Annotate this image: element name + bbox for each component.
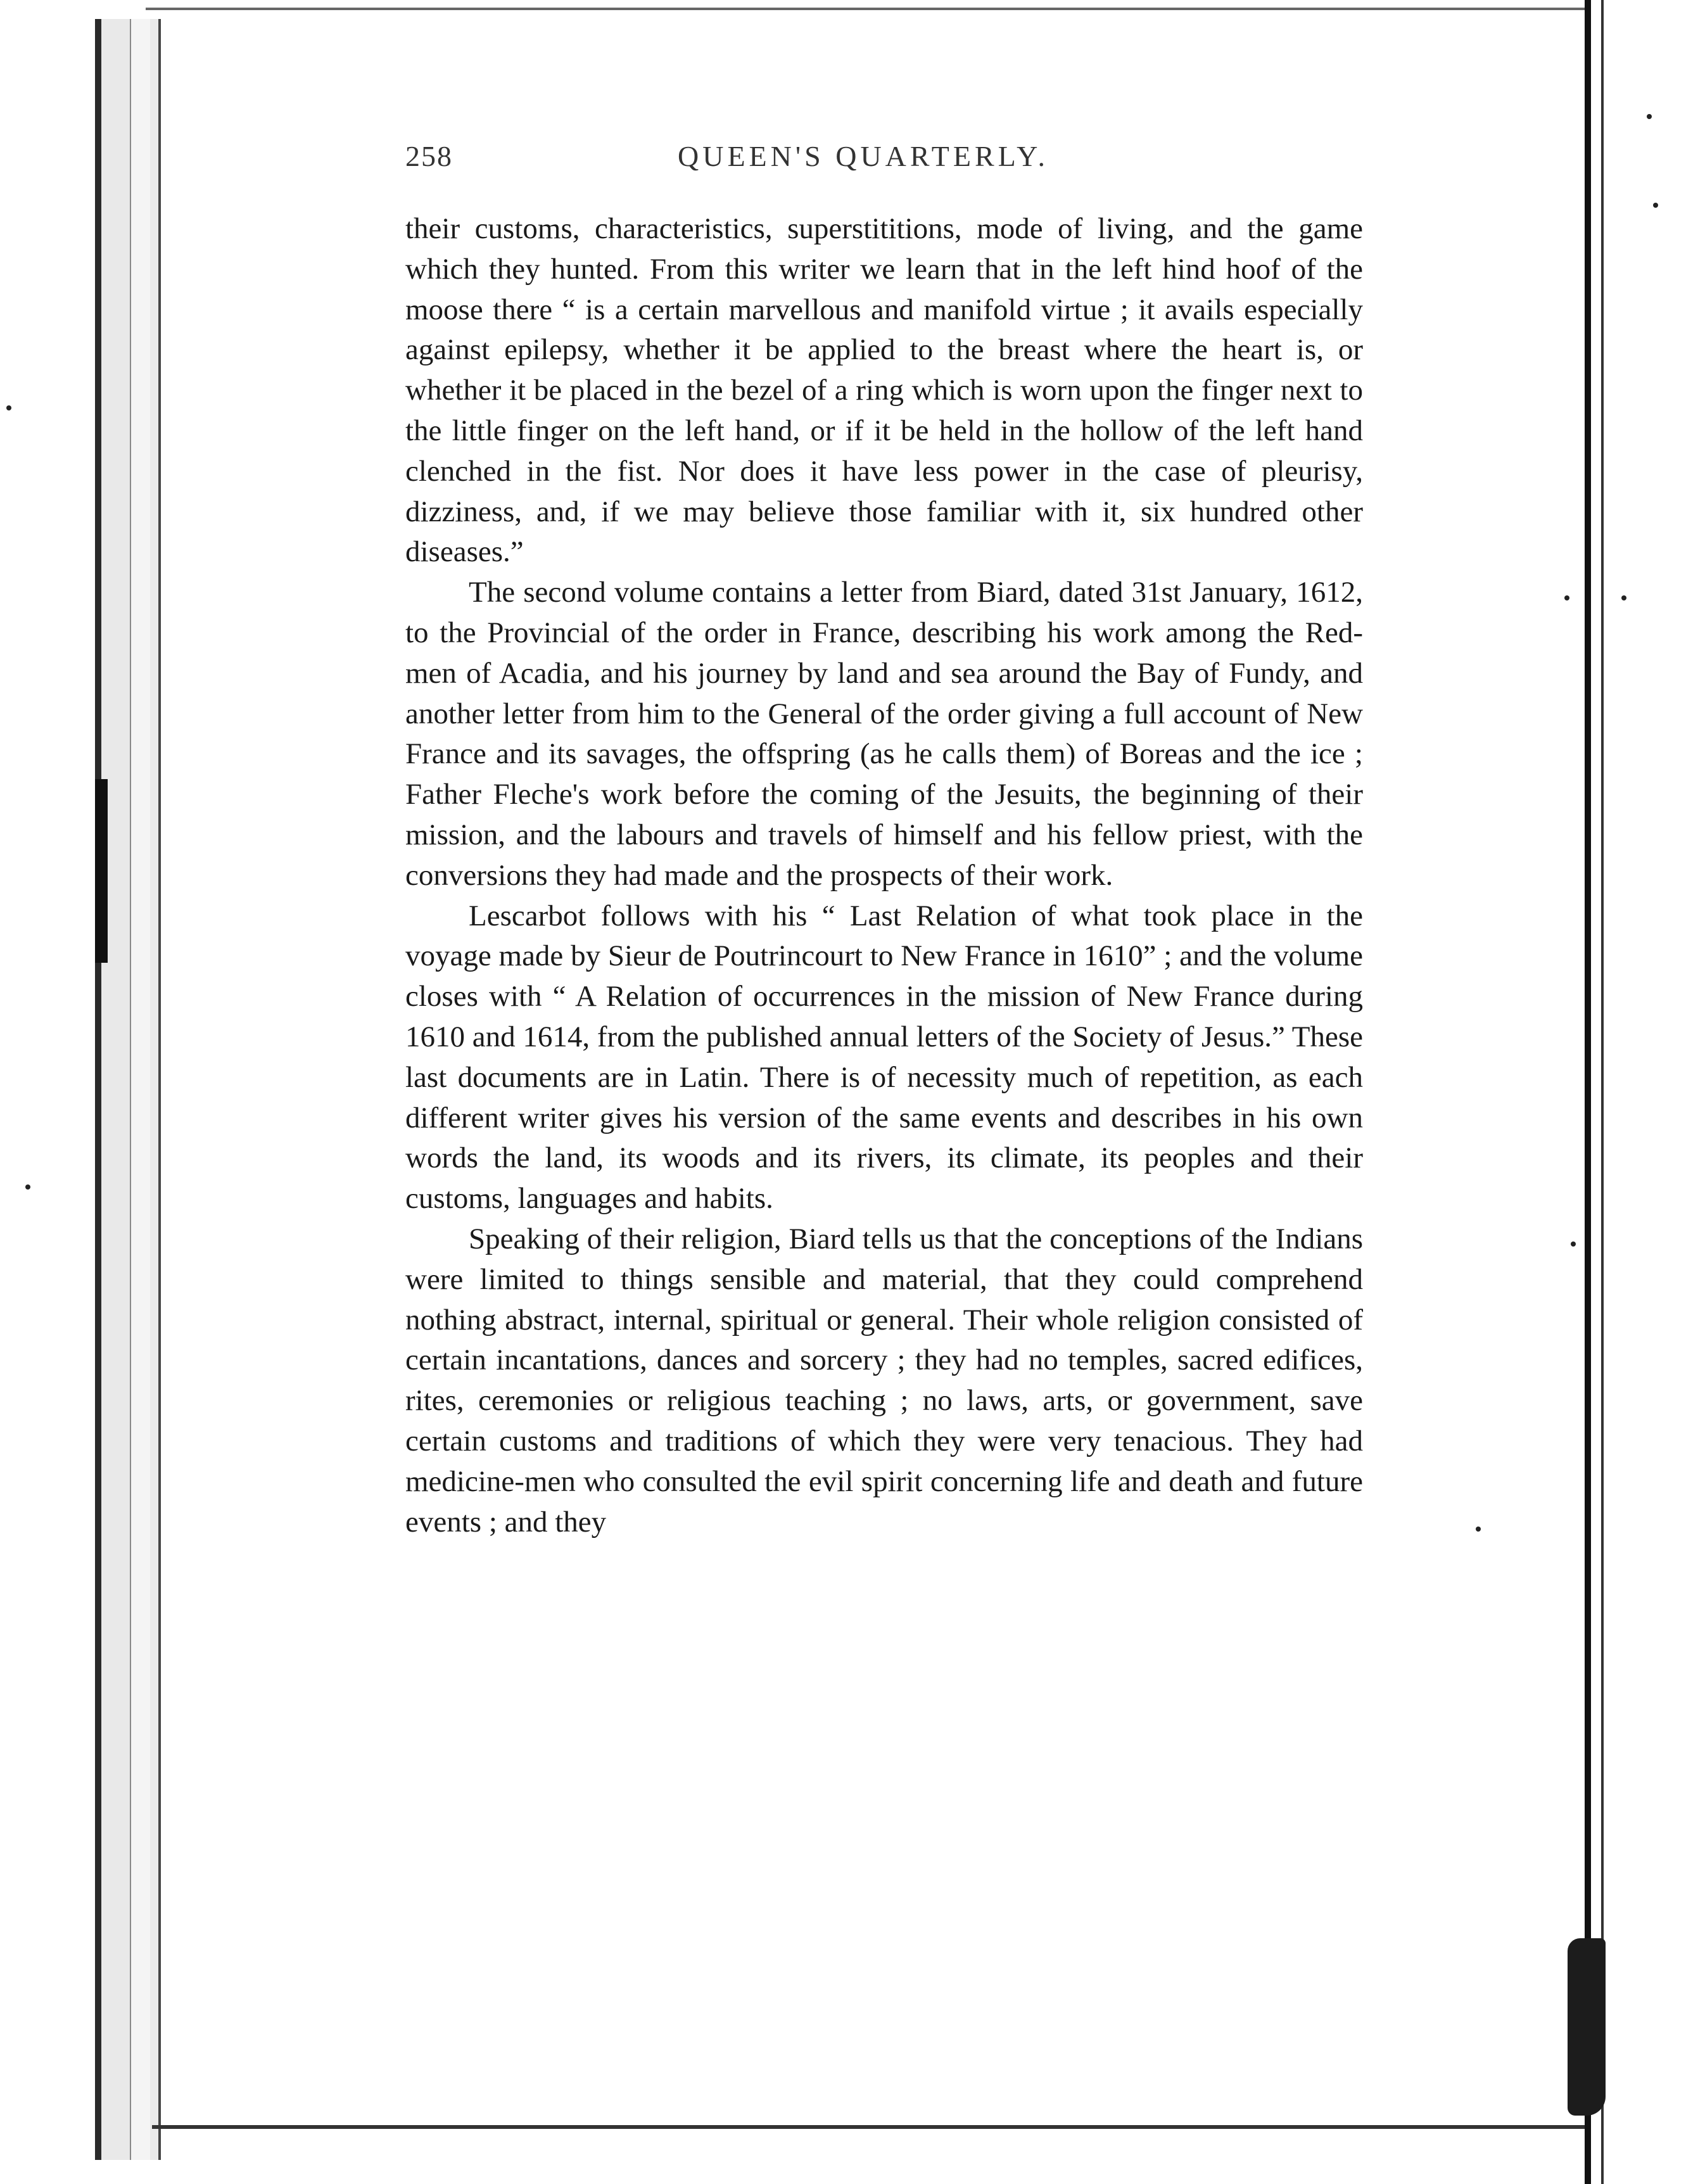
body-text — [405, 209, 1363, 1542]
journal-title: QUEEN'S QUARTERLY. — [678, 140, 1049, 172]
paragraph-lescarbot: Lescarbot follows with his “ Last Relation of what took place in the voyage made by Sieur de Poutrincourt to New France in 1610” ; and the volume closes with “ A Relation of occurrences in the mission of New France during 1610 and 1614, from the published annual letters of the Society of Jesus.” These last documents are in Latin. There is of necessity much of repetition, as each different writer gives his version of the same events and describes in his own words the land, its woods and its rivers, its climate, its peoples and their customs, languages and habits. — [405, 899, 1363, 1216]
scan-left-black-mark — [95, 779, 108, 963]
scan-speck — [1621, 595, 1626, 600]
scan-top-edge — [146, 8, 1590, 10]
paragraph-religion: Speaking of their religion, Biard tells us that the conceptions of the Indians were limited to things sensible and material, that they could comprehend nothing abstract, internal, spiritual or general. Their whole religion consisted of certain incantations, dances and sorcery ; they had no temples, sacred edifices, rites, ceremonies or religious teaching ; no laws, arts, or government, save certain customs and traditions of which they were very tenacious. They had medicine-men who consulted the evil spirit concerning life and death and future events ; and they — [405, 1222, 1363, 1539]
scan-speck — [1571, 1241, 1576, 1247]
scan-corner-damage — [1568, 1938, 1606, 2116]
scan-left-edge-inner — [130, 19, 150, 2160]
scan-speck — [1476, 1527, 1481, 1532]
scan-speck — [1653, 203, 1658, 208]
scan-left-edge — [95, 19, 161, 2160]
running-head — [405, 139, 1363, 184]
scan-right-edge — [1585, 0, 1591, 2184]
scan-speck — [1564, 595, 1569, 600]
paragraph-second-volume: The second volume contains a letter from Biard, dated 31st January, 1612, to the Provincial of the order in France, describing his work among the Red-men of Acadia, and his journey by land and sea around the Bay of Fundy, and another letter from him to the General of the order giving a full account of New France and its savages, the offspring (as he calls them) of Boreas and the ice ; Father Fleche's work before the coming of the Jesuits, the beginning of their mission, and the labours and travels of himself and his fellow priest, with the conversions they had made and the prospects of their work. — [405, 576, 1363, 892]
scan-speck — [1647, 114, 1652, 119]
scan-bottom-edge — [152, 2119, 1585, 2129]
scan-speck — [25, 1184, 30, 1190]
page-number: 258 — [405, 140, 453, 172]
document-page — [405, 139, 1363, 1542]
scan-right-edge-secondary — [1601, 0, 1604, 2184]
paragraph-continuation: their customs, characteristics, superstititions, mode of living, and the game which they hunted. From this writer we learn that in the left hind hoof of the moose there “ is a certain marvellous and manifold virtue ; it avails especially against epilepsy, whether it be applied to the breast where the heart is, or whether it be placed in the bezel of a ring which is worn upon the finger next to the little finger on the left hand, or if it be held in the hollow of the left hand clenched in the fist. Nor does it have less power in the case of pleurisy, dizziness, and, if we may believe those familiar with it, six hundred other diseases.” — [405, 212, 1363, 569]
scan-speck — [6, 405, 11, 410]
